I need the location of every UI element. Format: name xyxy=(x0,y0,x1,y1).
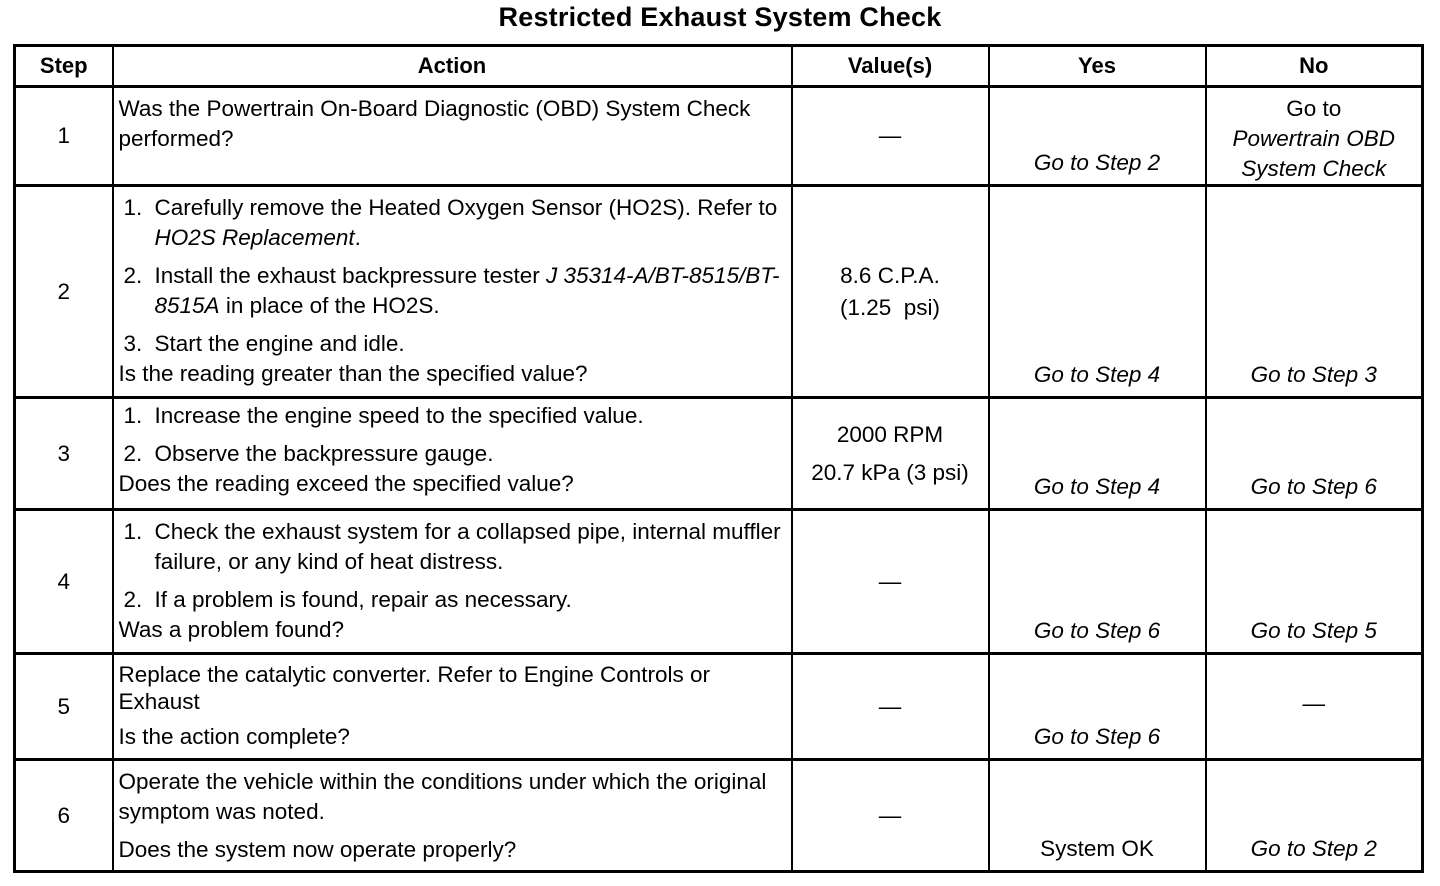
values-cell: — xyxy=(792,87,989,186)
values-cell xyxy=(792,398,989,510)
no-link[interactable]: Go to Step 2 xyxy=(1206,760,1423,872)
value-line: 20.7 kPa (3 psi) xyxy=(811,459,969,485)
table-row xyxy=(15,654,1423,760)
action-cell xyxy=(113,87,792,186)
yes-link[interactable]: Go to Step 2 xyxy=(989,87,1206,186)
action-cell xyxy=(113,654,792,760)
yes-link[interactable]: Go to Step 6 xyxy=(989,510,1206,654)
col-header-yes: Yes xyxy=(989,46,1206,87)
values-cell: — xyxy=(792,760,989,872)
col-header-values: Value(s) xyxy=(792,46,989,87)
step-number: 2 xyxy=(15,186,113,398)
no-link-powertrain-obd[interactable]: Powertrain OBD System Check xyxy=(1232,126,1396,181)
no-link[interactable]: Go to Step 3 xyxy=(1206,186,1423,398)
col-header-step: Step xyxy=(15,46,113,87)
link-ho2s-replacement[interactable]: HO2S Replacement xyxy=(154,225,355,250)
step-number: 6 xyxy=(15,760,113,872)
action-cell xyxy=(113,510,792,654)
no-label: Go to xyxy=(1286,96,1342,121)
value-line: 2000 RPM xyxy=(836,421,944,447)
list-item: 1. Increase the engine speed to the specified value. xyxy=(149,401,785,431)
question-text: Does the reading exceed the specified value? xyxy=(118,471,574,496)
table-row xyxy=(15,186,1423,398)
step-number: 3 xyxy=(15,398,113,510)
question-text: Does the system now operate properly? xyxy=(118,837,517,862)
yes-result: System OK xyxy=(989,760,1206,872)
step-number: 5 xyxy=(15,654,113,760)
step-number: 1 xyxy=(15,87,113,186)
no-cell xyxy=(1206,87,1423,186)
action-cell xyxy=(113,760,792,872)
no-link[interactable]: Go to Step 5 xyxy=(1206,510,1423,654)
list-item: 2. Observe the backpressure gauge. xyxy=(149,439,785,469)
table-row xyxy=(15,398,1423,510)
tool-number: J 35314-A/BT-8515/BT-8515A xyxy=(154,263,780,318)
table-row xyxy=(15,760,1423,872)
question-text: Is the action complete? xyxy=(118,724,350,749)
list-item: 1. Check the exhaust system for a collapsed pipe, internal muffler failure, or any kind of heat distress. xyxy=(149,517,785,577)
no-cell: — xyxy=(1206,654,1423,760)
page-title: Restricted Exhaust System Check xyxy=(498,2,942,32)
values-cell: — xyxy=(792,654,989,760)
action-text: Was the Powertrain On-Board Diagnostic (OBD) System Check performed? xyxy=(118,96,751,151)
step-number: 4 xyxy=(15,510,113,654)
action-cell xyxy=(113,186,792,398)
table-header-row xyxy=(15,46,1423,87)
action-text: Operate the vehicle within the conditions under which the original symptom was noted. xyxy=(118,769,767,824)
col-header-no: No xyxy=(1206,46,1423,87)
no-link[interactable]: Go to Step 6 xyxy=(1206,398,1423,510)
yes-link[interactable]: Go to Step 6 xyxy=(989,654,1206,760)
yes-link[interactable]: Go to Step 4 xyxy=(989,398,1206,510)
value-line: 8.6 C.P.A. xyxy=(840,262,940,288)
question-text: Is the reading greater than the specified value? xyxy=(118,361,588,386)
list-item: 2. Install the exhaust backpressure tester J 35314-A/BT-8515/BT-8515A in place of the HO2S. xyxy=(149,261,785,321)
table-row xyxy=(15,87,1423,186)
list-item: 2. If a problem is found, repair as necessary. xyxy=(149,585,785,615)
action-text: Replace the catalytic converter. Refer to Engine Controls or Exhaust xyxy=(118,662,711,714)
diagnostic-table xyxy=(13,44,1424,873)
question-text: Was a problem found? xyxy=(118,617,345,642)
values-cell: — xyxy=(792,510,989,654)
list-item: 3. Start the engine and idle. xyxy=(149,329,785,359)
col-header-action: Action xyxy=(113,46,792,87)
value-line: (1.25 psi) xyxy=(839,294,941,320)
table-row xyxy=(15,510,1423,654)
action-cell xyxy=(113,398,792,510)
list-item: 1. Carefully remove the Heated Oxygen Sensor (HO2S). Refer to HO2S Replacement. xyxy=(149,193,785,253)
yes-link[interactable]: Go to Step 4 xyxy=(989,186,1206,398)
values-cell xyxy=(792,186,989,398)
